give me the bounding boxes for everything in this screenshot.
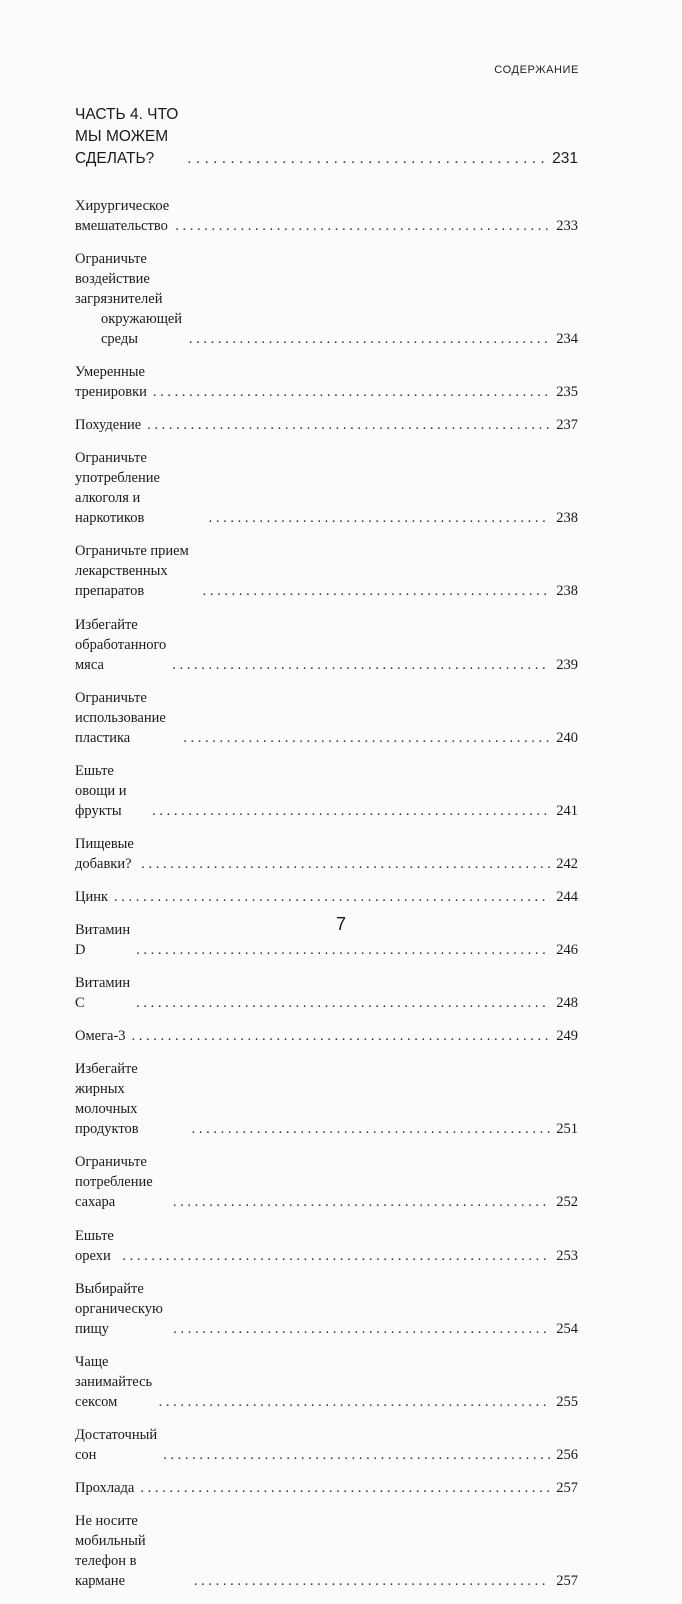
entry-title: Ограничьте использование пластика xyxy=(75,689,166,746)
entry-page-number: 255 xyxy=(556,1393,578,1410)
entry-title: Хирургическое вмешательство xyxy=(75,198,170,234)
dot-leader xyxy=(153,382,550,402)
toc-part-heading xyxy=(75,104,578,170)
entry-page-number: 252 xyxy=(556,1194,578,1211)
toc-entry xyxy=(75,615,578,675)
entry-title: Ограничьте употребление алкоголя и наркотиков xyxy=(75,450,160,527)
entry-title: Ешьте орехи xyxy=(75,1227,114,1264)
entry-title: Цинк xyxy=(75,888,109,905)
page-number: 7 xyxy=(335,914,346,934)
toc-entry xyxy=(75,1478,578,1498)
dot-leader xyxy=(192,1119,551,1139)
entry-page-number: 256 xyxy=(556,1446,578,1463)
dot-leader xyxy=(172,655,550,675)
entry-title: Пищевые добавки? xyxy=(75,835,134,872)
entry-page-number: 257 xyxy=(556,1479,578,1496)
entry-title-line-2: окружающей среды xyxy=(101,311,183,348)
dot-leader xyxy=(209,508,551,528)
toc-entry xyxy=(75,1279,578,1339)
running-head: СОДЕРЖАНИЕ xyxy=(494,64,579,76)
entry-title-line-1: Ограничьте воздействие загрязнителей xyxy=(75,251,163,308)
toc-entry xyxy=(75,415,578,435)
entry-page-number: 251 xyxy=(556,1121,578,1138)
entry-page-number: 254 xyxy=(556,1320,578,1337)
dot-leader xyxy=(173,1192,550,1212)
entry-title: Ограничьте прием лекарственных препаратов xyxy=(75,543,189,600)
toc-entry xyxy=(75,834,578,874)
entry-page-number: 238 xyxy=(556,510,578,527)
dot-leader xyxy=(152,801,550,821)
entry-page-number: 240 xyxy=(556,729,578,746)
entry-title: Омега-3 xyxy=(75,1028,126,1045)
dot-leader xyxy=(194,1571,550,1591)
toc-entry xyxy=(75,1511,578,1591)
entry-page-number: 235 xyxy=(556,384,578,401)
entry-title: Ограничьте потребление сахара xyxy=(75,1154,153,1211)
entry-page-number: 242 xyxy=(556,855,578,872)
entry-title: Не носите мобильный телефон в кармане xyxy=(75,1512,146,1589)
entry-page-number: 257 xyxy=(556,1572,578,1589)
toc-entry xyxy=(75,688,578,748)
entry-page-number: 246 xyxy=(556,942,578,959)
toc-entry xyxy=(75,761,578,821)
toc-entry xyxy=(75,1026,578,1046)
dot-leader xyxy=(147,415,550,435)
entry-page-number: 248 xyxy=(556,995,578,1012)
dot-leader xyxy=(140,1478,550,1498)
toc-entry xyxy=(75,1059,578,1139)
toc-entry xyxy=(75,1352,578,1412)
toc-entry xyxy=(75,1425,578,1465)
entry-page-number: 253 xyxy=(556,1247,578,1264)
part-title: ЧАСТЬ 4. ЧТО МЫ МОЖЕМ СДЕЛАТЬ? xyxy=(75,106,179,167)
entry-title: Избегайте обработанного мяса xyxy=(75,616,167,673)
entry-title: Похудение xyxy=(75,417,142,434)
entry-page-number: 249 xyxy=(556,1028,578,1045)
entry-page-number: 234 xyxy=(556,331,578,348)
dot-leader xyxy=(175,216,550,236)
dot-leader xyxy=(203,581,551,601)
dot-leader xyxy=(183,728,550,748)
dot-leader xyxy=(187,148,546,170)
entry-title: Умеренные тренировки xyxy=(75,364,147,401)
entry-page-number: 237 xyxy=(556,417,578,434)
entry-title: Избегайте жирных молочных продуктов xyxy=(75,1061,139,1138)
dot-leader xyxy=(159,1392,551,1412)
toc-entry xyxy=(75,1226,578,1266)
entry-page-number: 239 xyxy=(556,656,578,673)
entry-title: Витамин С xyxy=(75,975,131,1012)
dot-leader xyxy=(136,993,550,1013)
entry-page-number: 241 xyxy=(556,802,578,819)
toc-entry xyxy=(75,973,578,1013)
dot-leader xyxy=(122,1246,550,1266)
dot-leader xyxy=(163,1445,550,1465)
dot-leader xyxy=(189,329,550,349)
dot-leader xyxy=(132,1026,551,1046)
entry-title: Витамин D xyxy=(75,922,131,959)
entry-title: Выбирайте органическую пищу xyxy=(75,1280,163,1337)
toc-entry xyxy=(75,249,578,349)
toc-entry xyxy=(75,541,578,601)
dot-leader xyxy=(141,854,550,874)
entry-page-number: 238 xyxy=(556,583,578,600)
entry-title: Чаще занимайтесь сексом xyxy=(75,1353,153,1410)
toc-entry xyxy=(75,887,578,907)
toc-entry xyxy=(75,362,578,402)
entry-title: Достаточный сон xyxy=(75,1426,158,1463)
dot-leader xyxy=(136,940,550,960)
toc-entry xyxy=(75,196,578,236)
entry-page-number: 233 xyxy=(556,218,578,234)
toc-entry xyxy=(75,1152,578,1212)
entry-page-number: 244 xyxy=(556,888,578,905)
part-page-number: 231 xyxy=(552,150,578,167)
entry-title: Ешьте овощи и фрукты xyxy=(75,762,127,819)
table-of-contents xyxy=(75,104,578,1604)
dot-leader xyxy=(173,1319,550,1339)
entry-title: Прохлада xyxy=(75,1479,135,1496)
toc-entry xyxy=(75,448,578,528)
entry-title xyxy=(75,249,183,349)
dot-leader xyxy=(114,887,550,907)
